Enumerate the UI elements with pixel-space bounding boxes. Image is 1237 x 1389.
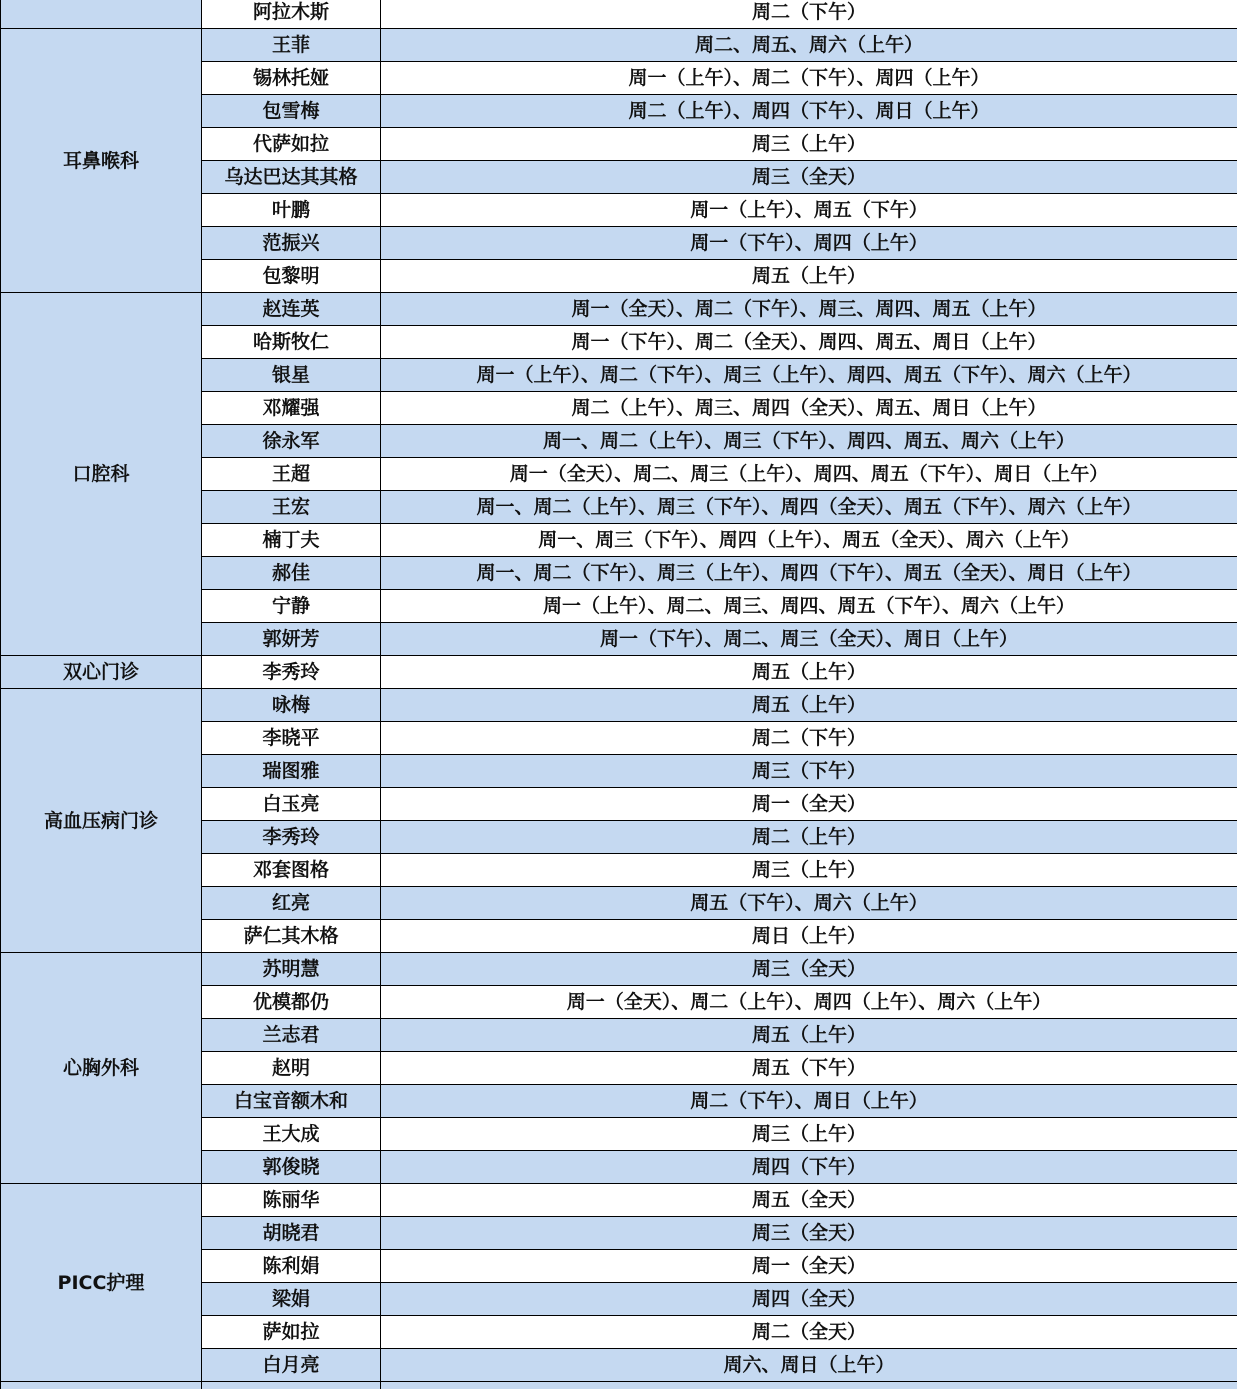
schedule-cell: 周三（全天） (381, 953, 1237, 986)
schedule-table-body (1, 0, 1237, 1389)
schedule-cell: 周一、周二（上午）、周三（下午）、周四、周五、周六（上午） (381, 425, 1237, 458)
doctor-name-cell: 邓套图格 (202, 854, 381, 887)
doctor-name-cell: 邓耀强 (202, 392, 381, 425)
doctor-name-cell: 赵连英 (202, 293, 381, 326)
schedule-cell: 周一（全天）、周二、周三（上午）、周四、周五（下午）、周日（上午） (381, 458, 1237, 491)
schedule-cell: 周一（下午）、周四（上午） (381, 227, 1237, 260)
doctor-name-cell: 胡晓君 (202, 1217, 381, 1250)
department-cell: 耳鼻喉科 (1, 29, 202, 293)
schedule-cell: 周五（全天） (381, 1184, 1237, 1217)
doctor-name-cell: 赵明 (202, 1052, 381, 1085)
schedule-cell: 周三（全天） (381, 1217, 1237, 1250)
doctor-name-cell: 兰志君 (202, 1019, 381, 1052)
schedule-cell: 周二（下午） (381, 722, 1237, 755)
empty-cell (202, 1382, 381, 1389)
doctor-name-cell: 白玉亮 (202, 788, 381, 821)
schedule-cell: 周一（下午）、周二（全天）、周四、周五、周日（上午） (381, 326, 1237, 359)
doctor-name-cell: 红亮 (202, 887, 381, 920)
schedule-cell: 周三（上午） (381, 1118, 1237, 1151)
schedule-cell: 周五（上午） (381, 689, 1237, 722)
schedule-cell: 周二（下午） (381, 0, 1237, 29)
doctor-name-cell: 苏明慧 (202, 953, 381, 986)
doctor-name-cell: 王超 (202, 458, 381, 491)
schedule-cell: 周二（上午）、周三、周四（全天）、周五、周日（上午） (381, 392, 1237, 425)
doctor-name-cell: 乌达巴达其其格 (202, 161, 381, 194)
schedule-cell: 周三（上午） (381, 128, 1237, 161)
schedule-cell: 周五（上午） (381, 260, 1237, 293)
schedule-cell: 周一、周二（上午）、周三（下午）、周四（全天）、周五（下午）、周六（上午） (381, 491, 1237, 524)
schedule-cell: 周三（上午） (381, 854, 1237, 887)
schedule-cell: 周一（上午）、周二（下午）、周三（上午）、周四、周五（下午）、周六（上午） (381, 359, 1237, 392)
doctor-name-cell: 李晓平 (202, 722, 381, 755)
doctor-name-cell: 银星 (202, 359, 381, 392)
department-cell: 口腔科 (1, 293, 202, 656)
doctor-name-cell: 王宏 (202, 491, 381, 524)
schedule-cell: 周二、周五、周六（上午） (381, 29, 1237, 62)
schedule-cell: 周一（全天）、周二（上午）、周四（上午）、周六（上午） (381, 986, 1237, 1019)
doctor-name-cell: 陈丽华 (202, 1184, 381, 1217)
doctor-name-cell: 王菲 (202, 29, 381, 62)
doctor-name-cell: 包黎明 (202, 260, 381, 293)
table-row (1, 689, 1237, 722)
doctor-name-cell: 优模都仍 (202, 986, 381, 1019)
table-row (1, 29, 1237, 62)
doctor-name-cell: 白月亮 (202, 1349, 381, 1382)
department-cell (1, 0, 202, 29)
schedule-cell: 周一（全天） (381, 788, 1237, 821)
doctor-name-cell: 李秀玲 (202, 656, 381, 689)
table-row (1, 1184, 1237, 1217)
empty-cell (1, 1382, 202, 1389)
department-cell: 双心门诊 (1, 656, 202, 689)
doctor-name-cell: 楠丁夫 (202, 524, 381, 557)
schedule-cell: 周五（下午） (381, 1052, 1237, 1085)
schedule-cell: 周二（上午） (381, 821, 1237, 854)
doctor-name-cell: 陈利娟 (202, 1250, 381, 1283)
schedule-cell: 周一（上午）、周二、周三、周四、周五（下午）、周六（上午） (381, 590, 1237, 623)
schedule-cell: 周三（全天） (381, 161, 1237, 194)
schedule-cell: 周六、周日（上午） (381, 1349, 1237, 1382)
schedule-cell: 周一（下午）、周二、周三（全天）、周日（上午） (381, 623, 1237, 656)
table-row (1, 953, 1237, 986)
schedule-cell: 周一（全天） (381, 1250, 1237, 1283)
schedule-cell: 周二（全天） (381, 1316, 1237, 1349)
table-row (1, 656, 1237, 689)
schedule-cell: 周日（上午） (381, 920, 1237, 953)
department-cell: PICC护理 (1, 1184, 202, 1382)
schedule-cell: 周一（上午）、周五（下午） (381, 194, 1237, 227)
doctor-name-cell: 白宝音额木和 (202, 1085, 381, 1118)
doctor-name-cell: 瑞图雅 (202, 755, 381, 788)
doctor-name-cell: 咏梅 (202, 689, 381, 722)
schedule-cell: 周四（全天） (381, 1283, 1237, 1316)
doctor-name-cell: 徐永军 (202, 425, 381, 458)
schedule-cell: 周一、周二（下午）、周三（上午）、周四（下午）、周五（全天）、周日（上午） (381, 557, 1237, 590)
department-cell: 心胸外科 (1, 953, 202, 1184)
schedule-cell: 周一（上午）、周二（下午）、周四（上午） (381, 62, 1237, 95)
schedule-cell: 周二（下午）、周日（上午） (381, 1085, 1237, 1118)
doctor-name-cell: 李秀玲 (202, 821, 381, 854)
schedule-cell: 周四（下午） (381, 1151, 1237, 1184)
empty-cell (381, 1382, 1237, 1389)
schedule-cell: 周三（下午） (381, 755, 1237, 788)
doctor-name-cell: 梁娟 (202, 1283, 381, 1316)
doctor-name-cell: 阿拉木斯 (202, 0, 381, 29)
doctor-name-cell: 郭妍芳 (202, 623, 381, 656)
schedule-cell: 周一（全天）、周二（下午）、周三、周四、周五（上午） (381, 293, 1237, 326)
doctor-name-cell: 代萨如拉 (202, 128, 381, 161)
schedule-cell: 周一、周三（下午）、周四（上午）、周五（全天）、周六（上午） (381, 524, 1237, 557)
table-row (1, 293, 1237, 326)
schedule-cell: 周五（下午）、周六（上午） (381, 887, 1237, 920)
department-cell: 高血压病门诊 (1, 689, 202, 953)
doctor-name-cell: 锡林托娅 (202, 62, 381, 95)
doctor-name-cell: 叶鹏 (202, 194, 381, 227)
schedule-cell: 周二（上午）、周四（下午）、周日（上午） (381, 95, 1237, 128)
table-row (1, 0, 1237, 29)
doctor-name-cell: 郝佳 (202, 557, 381, 590)
doctor-name-cell: 范振兴 (202, 227, 381, 260)
doctor-name-cell: 包雪梅 (202, 95, 381, 128)
table-row-partial (1, 1382, 1237, 1389)
doctor-name-cell: 王大成 (202, 1118, 381, 1151)
schedule-cell: 周五（上午） (381, 1019, 1237, 1052)
doctor-name-cell: 郭俊晓 (202, 1151, 381, 1184)
doctor-name-cell: 哈斯牧仁 (202, 326, 381, 359)
schedule-cell: 周五（上午） (381, 656, 1237, 689)
doctor-name-cell: 宁静 (202, 590, 381, 623)
doctor-name-cell: 萨仁其木格 (202, 920, 381, 953)
doctor-name-cell: 萨如拉 (202, 1316, 381, 1349)
